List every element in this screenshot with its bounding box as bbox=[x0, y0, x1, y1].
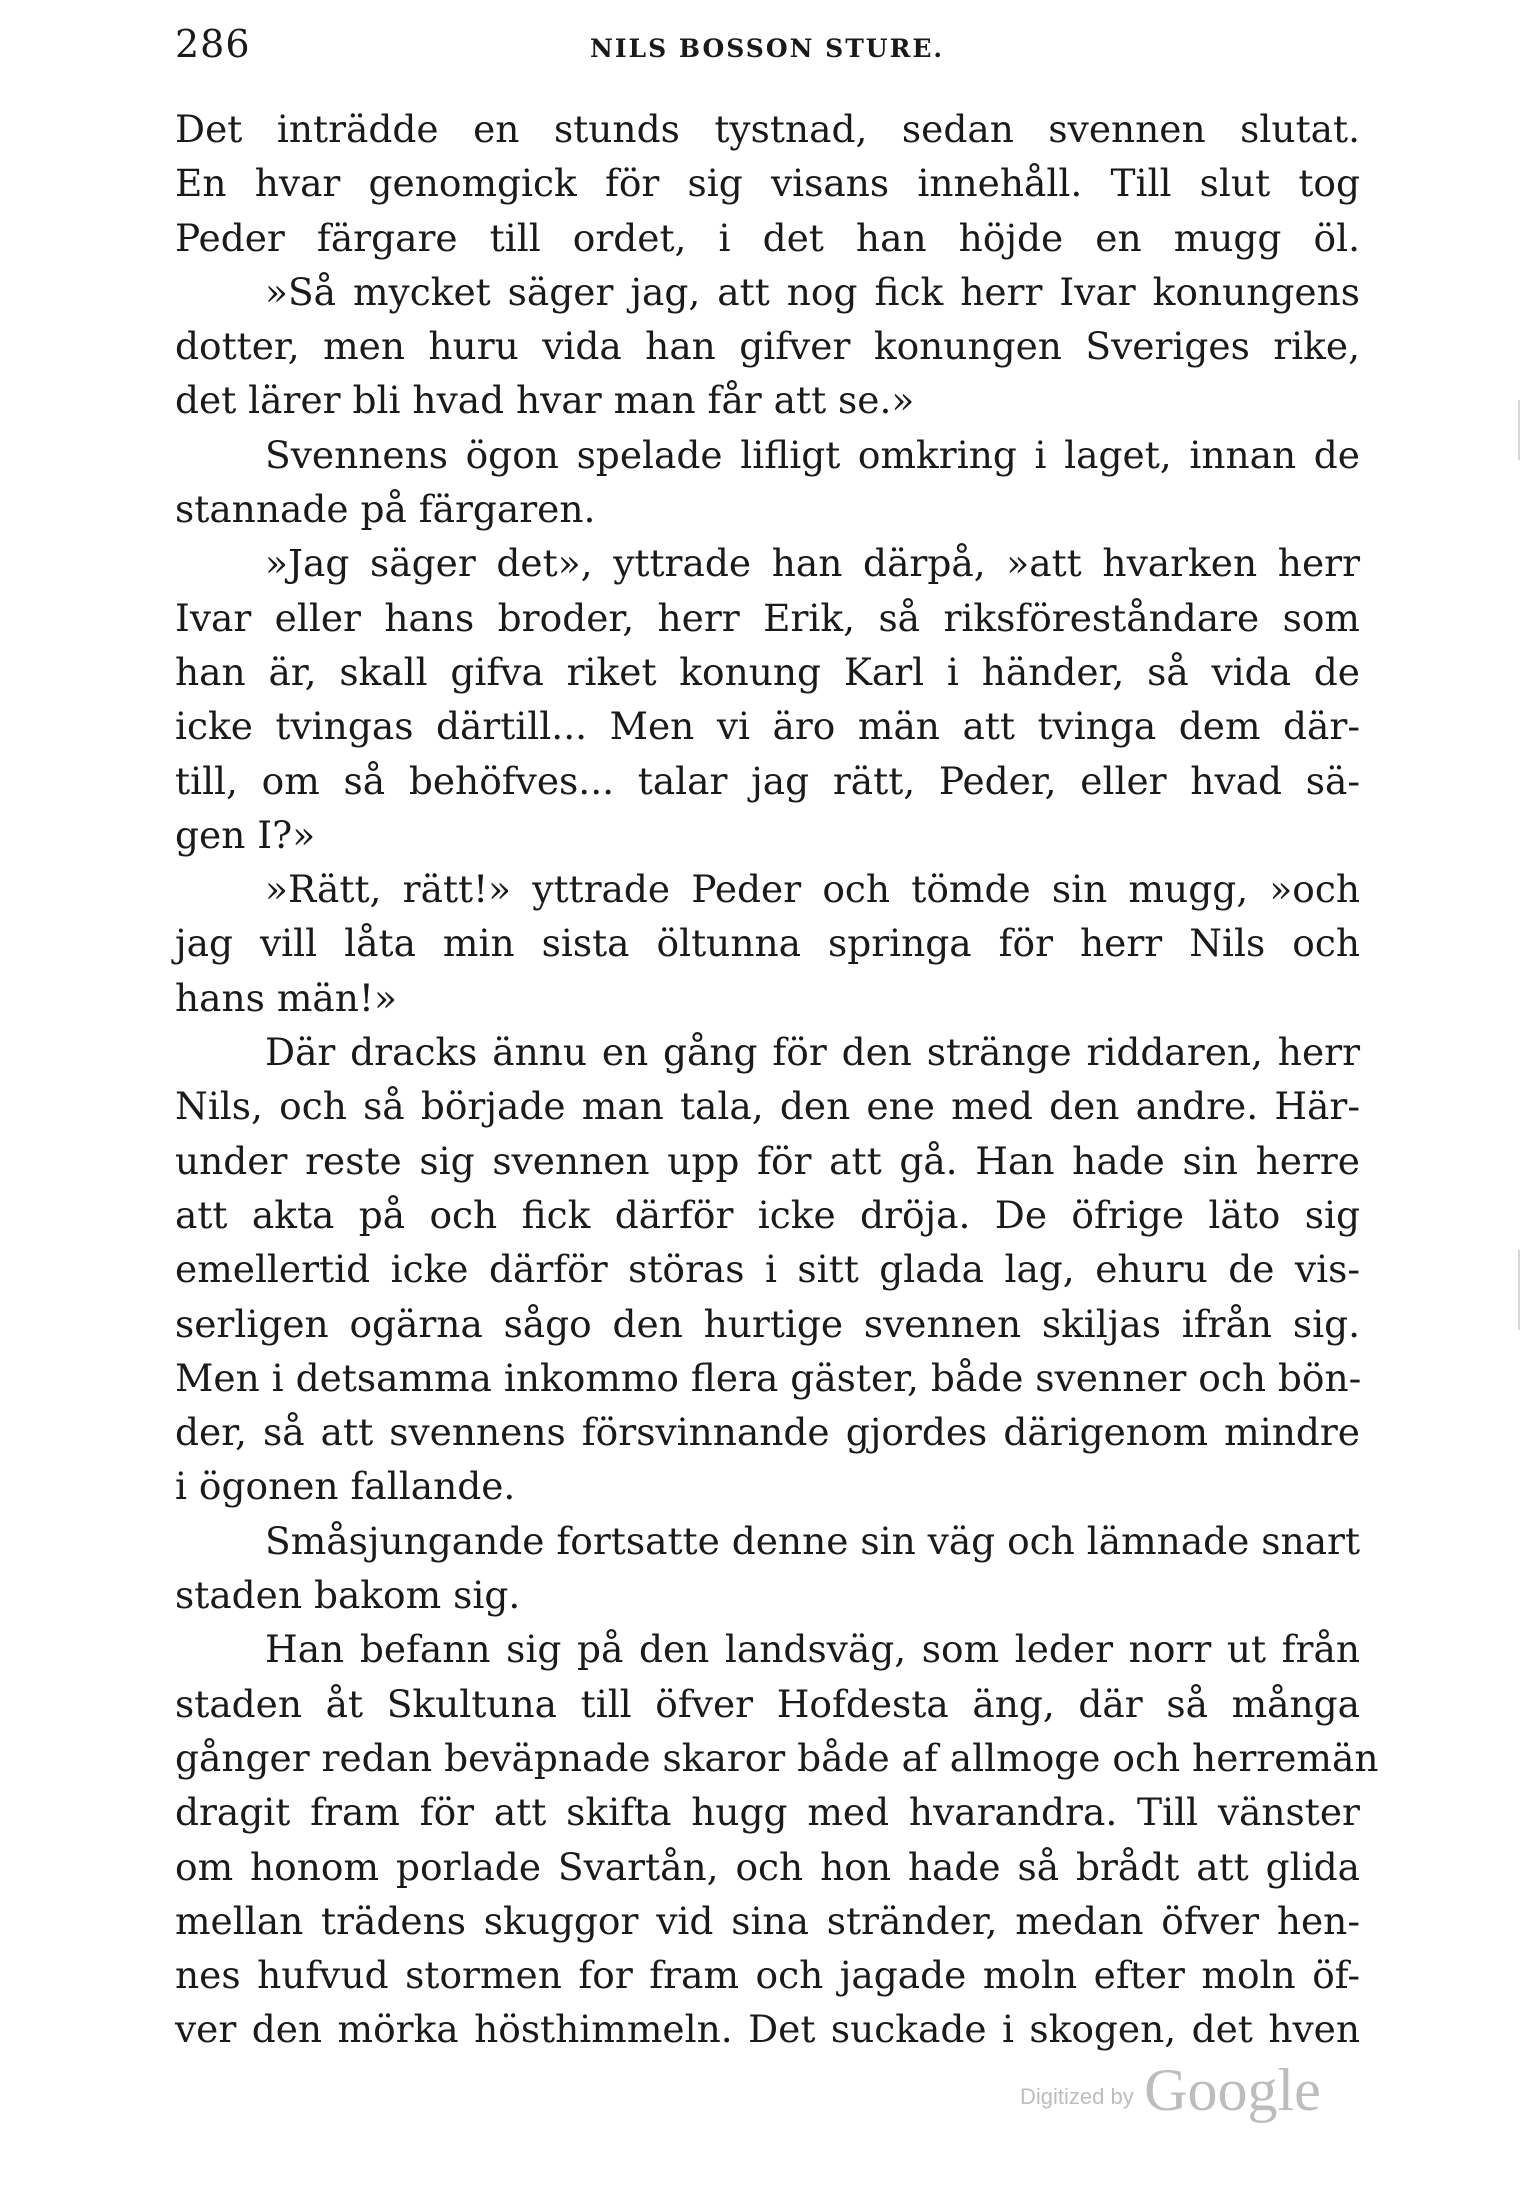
text-line: staden åt Skultuna till öfver Hofdesta äng, där så många bbox=[175, 1681, 1360, 1726]
text-line: En hvar genomgick för sig visans innehåll. Till slut tog bbox=[175, 161, 1360, 206]
google-logo: Google bbox=[1144, 2057, 1321, 2123]
text-line: icke tvingas därtill... Men vi äro män att tvinga dem där- bbox=[175, 704, 1360, 749]
text-line: Nils, och så började man tala, den ene med den andre. Här- bbox=[175, 1084, 1360, 1129]
text-line: jag vill låta min sista öltunna springa för herr Nils och bbox=[175, 921, 1360, 966]
text-line: Småsjungande fortsatte denne sin väg och lämnade snart bbox=[265, 1518, 1361, 1563]
text-line: han är, skall gifva riket konung Karl i händer, så vida de bbox=[175, 649, 1360, 694]
text-line: staden bakom sig. bbox=[175, 1573, 521, 1618]
text-line: att akta på och fick därför icke dröja. De öfrige läto sig bbox=[175, 1192, 1360, 1237]
text-line: gen I?» bbox=[175, 812, 316, 857]
text-line: serligen ogärna sågo den hurtige svennen skiljas ifrån sig. bbox=[175, 1301, 1360, 1346]
text-line: Svennens ögon spelade lifligt omkring i laget, innan de bbox=[265, 432, 1360, 477]
text-line: Men i detsamma inkommo flera gäster, både svenner och bön- bbox=[175, 1355, 1362, 1400]
text-line: »Jag säger det», yttrade han därpå, »att hvarken herr bbox=[265, 541, 1360, 586]
text-line: stannade på färgaren. bbox=[175, 487, 596, 532]
text-line: dragit fram för att skifta hugg med hvarandra. Till vänster bbox=[175, 1790, 1360, 1835]
text-line: Ivar eller hans broder, herr Erik, så riksföreståndare som bbox=[175, 595, 1360, 640]
scan-margin-mark bbox=[1518, 1250, 1520, 1330]
text-line: om honom porlade Svartån, och hon hade så brådt att glida bbox=[175, 1844, 1360, 1889]
text-line: dotter, men huru vida han gifver konungen Sveriges rike, bbox=[175, 324, 1360, 369]
scan-margin-mark bbox=[1518, 400, 1520, 460]
text-line: emellertid icke därför störas i sitt glada lag, ehuru de vis- bbox=[175, 1247, 1360, 1292]
body-text bbox=[175, 102, 1379, 2057]
text-line: »Så mycket säger jag, att nog fick herr Ivar konungens bbox=[265, 269, 1360, 314]
text-line: till, om så behöfves... talar jag rätt, Peder, eller hvad sä- bbox=[175, 758, 1360, 803]
text-line: gånger redan beväpnade skaror både af allmoge och herremän bbox=[175, 1735, 1379, 1780]
text-line: mellan trädens skuggor vid sina stränder, medan öfver hen- bbox=[175, 1898, 1360, 1943]
text-line: det lärer bli hvad hvar man får att se.» bbox=[175, 378, 915, 423]
text-line: i ögonen fallande. bbox=[175, 1464, 516, 1509]
text-line: Han befann sig på den landsväg, som leder norr ut från bbox=[265, 1627, 1360, 1672]
text-line: »Rätt, rätt!» yttrade Peder och tömde sin mugg, »och bbox=[265, 867, 1360, 912]
text-line: Där dracks ännu en gång för den stränge riddaren, herr bbox=[265, 1030, 1360, 1075]
text-line: nes hufvud stormen for fram och jagade moln efter moln öf- bbox=[175, 1953, 1360, 1998]
page-number: 286 bbox=[175, 22, 251, 66]
text-line: der, så att svennens försvinnande gjordes därigenom mindre bbox=[175, 1410, 1360, 1455]
text-line: under reste sig svennen upp för att gå. Han hade sin herre bbox=[175, 1138, 1360, 1183]
text-line: Det inträdde en stunds tystnad, sedan svennen slutat. bbox=[175, 107, 1360, 151]
watermark-prefix: Digitized by bbox=[1020, 2084, 1134, 2109]
running-head: NILS BOSSON STURE. bbox=[590, 34, 945, 63]
digitized-watermark bbox=[1020, 2056, 1321, 2125]
text-line: Peder färgare till ordet, i det han höjde en mugg öl. bbox=[175, 215, 1360, 260]
text-line: ver den mörka hösthimmeln. Det suckade i skogen, det hven bbox=[175, 2007, 1360, 2052]
text-line: hans män!» bbox=[175, 975, 397, 1020]
